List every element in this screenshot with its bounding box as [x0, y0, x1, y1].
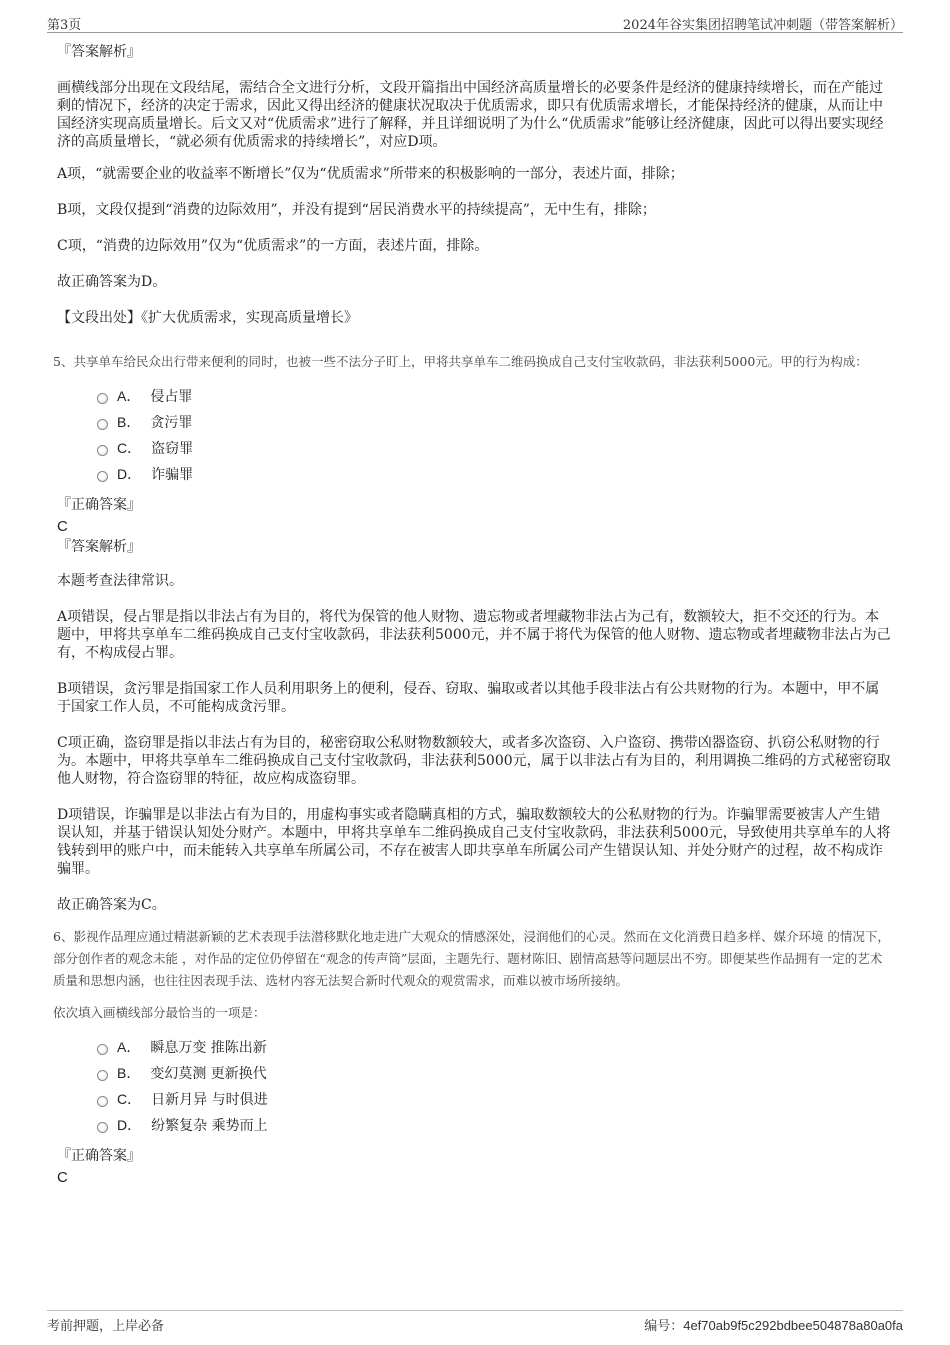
radio-icon[interactable]: [97, 1096, 108, 1107]
document-id: 编号：4ef70ab9f5c292bdbee504878a80a0fa: [644, 1318, 903, 1333]
radio-icon[interactable]: [97, 1122, 108, 1133]
page-footer: [47, 1310, 903, 1335]
q5-question: 5、共享单车给民众出行带来便利的同时，也被一些不法分子盯上，甲将共享单车二维码换成自己支付宝收款码，非法获利5000元。甲的行为构成：: [53, 354, 868, 369]
page-number: 第3页: [47, 18, 82, 33]
q6-answer: C: [57, 1169, 68, 1186]
page-header: [47, 12, 903, 33]
q5-analysis-tag: 『答案解析』: [57, 539, 141, 555]
q6-options: [97, 1034, 893, 1138]
q6-prompt: 依次填入画横线部分最恰当的一项是：: [53, 1005, 266, 1020]
q5-option-b[interactable]: B． 贪污罪: [97, 409, 893, 435]
q5-option-d[interactable]: D． 诈骗罪: [97, 461, 893, 487]
q6-answer-tag: 『正确答案』: [57, 1148, 141, 1164]
page-content: [53, 42, 893, 1188]
q5-options: [97, 383, 893, 487]
q4-conclusion: 故正确答案为D。: [57, 274, 167, 290]
q5-option-c[interactable]: C． 盗窃罪: [97, 435, 893, 461]
document-title: 2024年谷实集团招聘笔试冲刺题（带答案解析）: [622, 18, 903, 33]
q5-answer: C: [57, 518, 68, 535]
q5-answer-tag: 『正确答案』: [57, 497, 141, 513]
q6-option-a[interactable]: A． 瞬息万变 推陈出新: [97, 1034, 893, 1060]
q4-analysis-paragraph: 画横线部分出现在文段结尾，需结合全文进行分析，文段开篇指出中国经济高质量增长的必要条件是经济的健康持续增长，而在产能过剩的情况下，经济的决定于需求，因此又得出经济的健康状况取决于优质需求，即只有优质需求增长，才能保持经济的健康，从而让中国经济实现高质量增长。后文又对“优质需求”进行了解释，并且详细说明了为什么“优质需求”能够让经济健康，因此可以得出要实现经济的高质量增长，“就必须有优质需求的持续增长”，对应D项。: [57, 80, 884, 150]
q5-conclusion: 故正确答案为C。: [57, 897, 166, 913]
radio-icon[interactable]: [97, 1070, 108, 1081]
radio-icon[interactable]: [97, 419, 108, 430]
radio-icon[interactable]: [97, 393, 108, 404]
q4-option-b-analysis: B项，文段仅提到“消费的边际效用”，并没有提到“居民消费水平的持续提高”，无中生有，排除；: [57, 202, 656, 218]
q6-question: 6、影视作品理应通过精湛新颖的艺术表现手法潜移默化地走进广大观众的情感深处，浸润他们的心灵。然而在文化消费日趋多样、媒介环境 的情况下，部分创作者的观念未能 ，对作品的定位仍停留在“观念的传声筒”层面，主题先行、题材陈旧、剧情高悬等问题层出不穷。即便某些作品拥有一定的艺术质量和思想内涵，也往往因表现手法、选材内容无法契合新时代观众的观赏需求，而难以被市场所接纳。: [53, 929, 890, 988]
q4-option-a-analysis: A项，“就需要企业的收益率不断增长”仅为“优质需求”所带来的积极影响的一部分，表述片面，排除；: [57, 166, 684, 182]
radio-icon[interactable]: [97, 471, 108, 482]
radio-icon[interactable]: [97, 1044, 108, 1055]
q5-analysis-intro: 本题考查法律常识。: [57, 573, 183, 589]
q4-source: 【文段出处】《扩大优质需求，实现高质量增长》: [57, 310, 358, 326]
q4-analysis-tag: 『答案解析』: [57, 44, 141, 60]
q5-option-c-analysis: C项正确，盗窃罪是指以非法占有为目的，秘密窃取公私财物数额较大，或者多次盗窃、入户盗窃、携带凶器盗窃、扒窃公私财物的行为。本题中，甲将共享单车二维码换成自己支付宝收款码，非法获利5000元，属于以非法占有为目的，利用调换二维码的方式秘密窃取他人财物，符合盗窃罪的特征，故应构成盗窃罪。: [57, 735, 891, 787]
q5-option-d-analysis: D项错误，诈骗罪是以非法占有为目的，用虚构事实或者隐瞒真相的方式，骗取数额较大的公私财物的行为。诈骗罪需要被害人产生错误认知，并基于错误认知处分财产。本题中，甲将共享单车二维码换成自己支付宝收款码，非法获利5000元，导致使用共享单车的人将钱转到甲的账户中，而未能转入共享单车所属公司，不存在被害人即共享单车所属公司产生错误认知、并处分财产的过程，故不构成诈骗罪。: [57, 807, 891, 877]
q5-option-a-analysis: A项错误，侵占罪是指以非法占有为目的，将代为保管的他人财物、遗忘物或者埋藏物非法占为己有，数额较大，拒不交还的行为。本题中，甲将共享单车二维码换成自己支付宝收款码，非法获利5000元，并不属于将代为保管的他人财物、遗忘物或者埋藏物非法占为己有，不构成侵占罪。: [57, 609, 891, 661]
q6-option-b[interactable]: B． 变幻莫测 更新换代: [97, 1060, 893, 1086]
q4-option-c-analysis: C项，“消费的边际效用”仅为“优质需求”的一方面，表述片面，排除。: [57, 238, 489, 254]
q6-option-d[interactable]: D． 纷繁复杂 乘势而上: [97, 1112, 893, 1138]
radio-icon[interactable]: [97, 445, 108, 456]
q5-option-b-analysis: B项错误，贪污罪是指国家工作人员利用职务上的便利，侵吞、窃取、骗取或者以其他手段非法占有公共财物的行为。本题中，甲不属于国家工作人员，不可能构成贪污罪。: [57, 681, 880, 715]
q5-option-a[interactable]: A． 侵占罪: [97, 383, 893, 409]
q6-option-c[interactable]: C． 日新月异 与时俱进: [97, 1086, 893, 1112]
footer-slogan: 考前押题，上岸必备: [47, 1319, 165, 1334]
